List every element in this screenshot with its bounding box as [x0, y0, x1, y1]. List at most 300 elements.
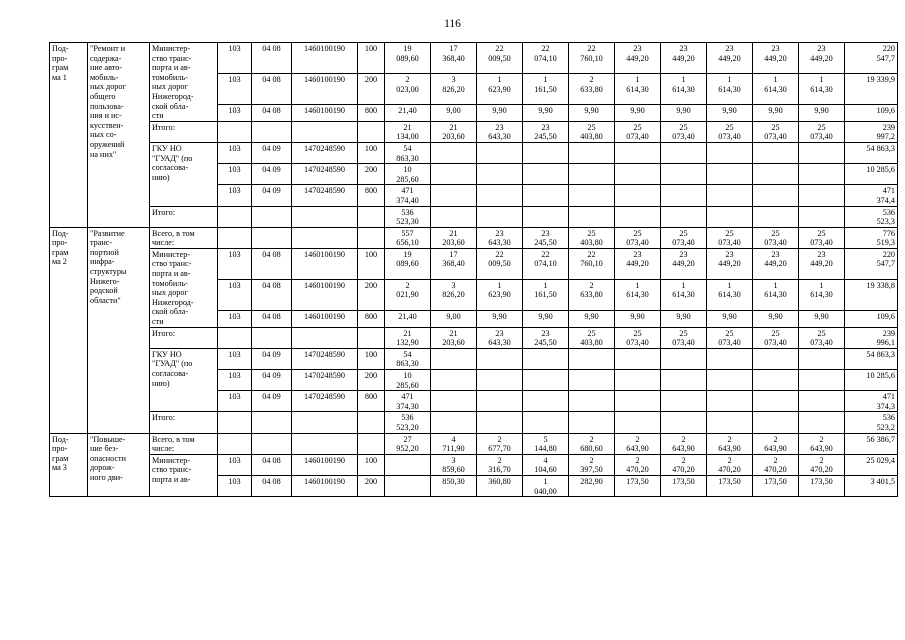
- value-cell: 2 470,20: [799, 454, 845, 475]
- value-cell: 23 245,50: [523, 121, 569, 142]
- executor-cell: Итого:: [150, 206, 218, 227]
- value-cell: [569, 206, 615, 227]
- value-cell: 10 285,60: [385, 370, 431, 391]
- grbs-cell: 103: [218, 164, 252, 185]
- value-cell: 25 073,40: [799, 327, 845, 348]
- executor-cell: Итого:: [150, 121, 218, 142]
- total-cell: 220 547,7: [845, 43, 898, 74]
- value-cell: [477, 164, 523, 185]
- value-cell: 9,90: [707, 104, 753, 121]
- value-cell: 173,50: [799, 475, 845, 496]
- value-cell: [523, 370, 569, 391]
- value-cell: [753, 370, 799, 391]
- csr-cell: 1470248590: [292, 391, 358, 412]
- value-cell: [615, 391, 661, 412]
- value-cell: 54 863,30: [385, 142, 431, 163]
- value-cell: 54 863,30: [385, 348, 431, 369]
- value-cell: 25 073,40: [615, 227, 661, 248]
- vr-cell: [358, 227, 385, 248]
- csr-cell: 1460100190: [292, 454, 358, 475]
- value-cell: 25 073,40: [661, 327, 707, 348]
- csr-cell: [292, 121, 358, 142]
- rzpr-cell: 04 08: [252, 248, 292, 279]
- value-cell: [707, 185, 753, 206]
- value-cell: [385, 475, 431, 496]
- csr-cell: [292, 327, 358, 348]
- total-cell: 109,6: [845, 104, 898, 121]
- value-cell: 23 643,30: [477, 227, 523, 248]
- value-cell: [707, 164, 753, 185]
- total-cell: 3 401,5: [845, 475, 898, 496]
- rzpr-cell: [252, 433, 292, 454]
- executor-cell: ГКУ НО "ГУАД" (по согласова- нию): [150, 348, 218, 412]
- grbs-cell: 103: [218, 475, 252, 496]
- value-cell: [569, 185, 615, 206]
- value-cell: 19 089,60: [385, 248, 431, 279]
- value-cell: 22 074,10: [523, 43, 569, 74]
- value-cell: 23 449,20: [799, 43, 845, 74]
- rzpr-cell: 04 08: [252, 475, 292, 496]
- vr-cell: 800: [358, 185, 385, 206]
- executor-cell: Министер- ство транс- порта и ав- томобиль- ных дорог Нижегород- ской обла- сти: [150, 43, 218, 122]
- rzpr-cell: 04 08: [252, 104, 292, 121]
- value-cell: 21,40: [385, 310, 431, 327]
- value-cell: 2 470,20: [707, 454, 753, 475]
- value-cell: 9,90: [661, 104, 707, 121]
- value-cell: 173,50: [661, 475, 707, 496]
- value-cell: 1 614,30: [753, 279, 799, 310]
- table-row: [50, 43, 898, 74]
- value-cell: [431, 142, 477, 163]
- subprogram-title: "Ремонт и содержа- ние авто- мобиль- ных дорог общего пользова- ния и ис- кусствен- ных со- оружений на них": [88, 43, 150, 228]
- total-cell: 220 547,7: [845, 248, 898, 279]
- table-row: [50, 227, 898, 248]
- value-cell: 1 040,00: [523, 475, 569, 496]
- value-cell: 23 643,30: [477, 327, 523, 348]
- value-cell: 25 403,80: [569, 227, 615, 248]
- value-cell: [799, 164, 845, 185]
- csr-cell: [292, 227, 358, 248]
- value-cell: [707, 370, 753, 391]
- value-cell: 25 073,40: [661, 227, 707, 248]
- vr-cell: 100: [358, 142, 385, 163]
- value-cell: 22 009,50: [477, 248, 523, 279]
- grbs-cell: 103: [218, 454, 252, 475]
- value-cell: [661, 412, 707, 433]
- total-cell: 10 285,6: [845, 370, 898, 391]
- value-cell: 2 633,80: [569, 279, 615, 310]
- grbs-cell: [218, 412, 252, 433]
- value-cell: [799, 206, 845, 227]
- total-cell: 56 386,7: [845, 433, 898, 454]
- table-row: [50, 348, 898, 369]
- value-cell: 4 711,90: [431, 433, 477, 454]
- csr-cell: 1460100190: [292, 310, 358, 327]
- vr-cell: 100: [358, 348, 385, 369]
- csr-cell: [292, 412, 358, 433]
- value-cell: [569, 391, 615, 412]
- table-row: [50, 454, 898, 475]
- value-cell: 471 374,30: [385, 391, 431, 412]
- value-cell: 22 009,50: [477, 43, 523, 74]
- value-cell: 25 073,40: [753, 327, 799, 348]
- csr-cell: 1460100190: [292, 43, 358, 74]
- value-cell: 4 104,60: [523, 454, 569, 475]
- value-cell: 23 449,20: [799, 248, 845, 279]
- value-cell: 23 449,20: [615, 248, 661, 279]
- value-cell: [799, 391, 845, 412]
- rzpr-cell: [252, 206, 292, 227]
- value-cell: [799, 348, 845, 369]
- value-cell: [569, 164, 615, 185]
- value-cell: [523, 185, 569, 206]
- vr-cell: [358, 121, 385, 142]
- total-cell: 19 339,9: [845, 73, 898, 104]
- vr-cell: 800: [358, 391, 385, 412]
- rzpr-cell: 04 09: [252, 142, 292, 163]
- value-cell: 22 074,10: [523, 248, 569, 279]
- csr-cell: [292, 206, 358, 227]
- grbs-cell: 103: [218, 370, 252, 391]
- table-row: [50, 327, 898, 348]
- grbs-cell: [218, 121, 252, 142]
- subprogram-label: Под- про- грам ма 3: [50, 433, 88, 497]
- rzpr-cell: 04 09: [252, 370, 292, 391]
- value-cell: [799, 142, 845, 163]
- rzpr-cell: 04 09: [252, 391, 292, 412]
- value-cell: 23 449,20: [753, 43, 799, 74]
- value-cell: 1 161,50: [523, 279, 569, 310]
- subprogram-title: "Развитие транс- портной инфра- структуры Нижего- родской области": [88, 227, 150, 433]
- vr-cell: [358, 327, 385, 348]
- value-cell: 9,00: [431, 104, 477, 121]
- executor-cell: Всего, в том числе:: [150, 433, 218, 454]
- csr-cell: 1470248590: [292, 185, 358, 206]
- value-cell: [661, 142, 707, 163]
- csr-cell: 1470248590: [292, 142, 358, 163]
- value-cell: [753, 142, 799, 163]
- value-cell: 25 073,40: [615, 121, 661, 142]
- value-cell: [569, 348, 615, 369]
- total-cell: 25 029,4: [845, 454, 898, 475]
- grbs-cell: [218, 227, 252, 248]
- value-cell: [477, 185, 523, 206]
- value-cell: [661, 206, 707, 227]
- value-cell: 25 073,40: [707, 327, 753, 348]
- value-cell: 2 643,90: [661, 433, 707, 454]
- table-row: [50, 142, 898, 163]
- value-cell: 2 470,20: [661, 454, 707, 475]
- value-cell: 2 316,70: [477, 454, 523, 475]
- value-cell: [753, 185, 799, 206]
- value-cell: 23 449,20: [615, 43, 661, 74]
- value-cell: 25 073,40: [799, 227, 845, 248]
- value-cell: 173,50: [753, 475, 799, 496]
- rzpr-cell: 04 09: [252, 185, 292, 206]
- csr-cell: 1470248590: [292, 164, 358, 185]
- value-cell: [707, 348, 753, 369]
- value-cell: 21 132,90: [385, 327, 431, 348]
- total-cell: 536 523,3: [845, 206, 898, 227]
- grbs-cell: 103: [218, 279, 252, 310]
- value-cell: [707, 391, 753, 412]
- value-cell: 23 449,20: [661, 43, 707, 74]
- value-cell: 1 614,30: [799, 279, 845, 310]
- csr-cell: 1460100190: [292, 279, 358, 310]
- rzpr-cell: [252, 412, 292, 433]
- rzpr-cell: 04 08: [252, 454, 292, 475]
- value-cell: 3 826,20: [431, 279, 477, 310]
- value-cell: [661, 185, 707, 206]
- rzpr-cell: 04 08: [252, 73, 292, 104]
- table-row: [50, 121, 898, 142]
- value-cell: 25 073,40: [753, 227, 799, 248]
- value-cell: 850,30: [431, 475, 477, 496]
- vr-cell: 800: [358, 104, 385, 121]
- value-cell: [569, 142, 615, 163]
- value-cell: [477, 370, 523, 391]
- value-cell: 21,40: [385, 104, 431, 121]
- value-cell: 9,90: [615, 310, 661, 327]
- value-cell: [431, 164, 477, 185]
- csr-cell: 1460100190: [292, 104, 358, 121]
- value-cell: [477, 391, 523, 412]
- vr-cell: 200: [358, 164, 385, 185]
- value-cell: 23 245,50: [523, 327, 569, 348]
- executor-cell: Итого:: [150, 327, 218, 348]
- value-cell: [661, 370, 707, 391]
- vr-cell: 200: [358, 370, 385, 391]
- page-number: 116: [444, 18, 461, 30]
- value-cell: 10 285,60: [385, 164, 431, 185]
- value-cell: 9,90: [707, 310, 753, 327]
- value-cell: 1 614,30: [661, 279, 707, 310]
- value-cell: [753, 412, 799, 433]
- total-cell: 54 863,3: [845, 348, 898, 369]
- value-cell: 25 073,40: [753, 121, 799, 142]
- vr-cell: 800: [358, 310, 385, 327]
- value-cell: 9,00: [431, 310, 477, 327]
- value-cell: 23 643,30: [477, 121, 523, 142]
- value-cell: [431, 348, 477, 369]
- value-cell: 23 449,20: [707, 248, 753, 279]
- grbs-cell: [218, 327, 252, 348]
- vr-cell: 200: [358, 279, 385, 310]
- value-cell: [431, 370, 477, 391]
- value-cell: [707, 206, 753, 227]
- value-cell: 1 614,30: [615, 279, 661, 310]
- value-cell: 1 614,30: [707, 279, 753, 310]
- value-cell: 9,90: [477, 310, 523, 327]
- value-cell: 2 643,90: [753, 433, 799, 454]
- value-cell: 2 470,20: [753, 454, 799, 475]
- vr-cell: [358, 412, 385, 433]
- value-cell: [615, 412, 661, 433]
- value-cell: [661, 348, 707, 369]
- grbs-cell: 103: [218, 391, 252, 412]
- value-cell: 23 449,20: [707, 43, 753, 74]
- value-cell: 5 144,80: [523, 433, 569, 454]
- value-cell: 2 633,80: [569, 73, 615, 104]
- vr-cell: 100: [358, 43, 385, 74]
- rzpr-cell: [252, 327, 292, 348]
- value-cell: [523, 164, 569, 185]
- value-cell: 23 449,20: [753, 248, 799, 279]
- value-cell: [523, 206, 569, 227]
- rzpr-cell: 04 08: [252, 279, 292, 310]
- value-cell: [615, 142, 661, 163]
- value-cell: [707, 412, 753, 433]
- total-cell: 239 996,1: [845, 327, 898, 348]
- grbs-cell: 103: [218, 310, 252, 327]
- csr-cell: 1470248590: [292, 348, 358, 369]
- value-cell: 23 449,20: [661, 248, 707, 279]
- grbs-cell: 103: [218, 73, 252, 104]
- value-cell: [615, 164, 661, 185]
- value-cell: 1 623,90: [477, 73, 523, 104]
- value-cell: [799, 370, 845, 391]
- value-cell: [661, 164, 707, 185]
- vr-cell: [358, 433, 385, 454]
- vr-cell: 200: [358, 73, 385, 104]
- total-cell: 471 374,3: [845, 391, 898, 412]
- total-cell: 19 338,8: [845, 279, 898, 310]
- table-row: [50, 433, 898, 454]
- table-row: [50, 412, 898, 433]
- value-cell: [477, 412, 523, 433]
- value-cell: 9,90: [799, 104, 845, 121]
- value-cell: 282,90: [569, 475, 615, 496]
- grbs-cell: [218, 206, 252, 227]
- value-cell: [523, 391, 569, 412]
- vr-cell: 100: [358, 248, 385, 279]
- value-cell: [523, 348, 569, 369]
- value-cell: 23 245,50: [523, 227, 569, 248]
- csr-cell: 1460100190: [292, 73, 358, 104]
- value-cell: [799, 412, 845, 433]
- value-cell: 9,90: [477, 104, 523, 121]
- total-cell: 10 285,6: [845, 164, 898, 185]
- csr-cell: [292, 433, 358, 454]
- value-cell: [477, 142, 523, 163]
- value-cell: 9,90: [523, 104, 569, 121]
- value-cell: 25 403,80: [569, 327, 615, 348]
- value-cell: [477, 348, 523, 369]
- grbs-cell: 103: [218, 43, 252, 74]
- grbs-cell: 103: [218, 348, 252, 369]
- value-cell: 25 073,40: [707, 227, 753, 248]
- value-cell: 17 368,40: [431, 43, 477, 74]
- value-cell: [431, 391, 477, 412]
- value-cell: [569, 412, 615, 433]
- value-cell: 2 643,90: [799, 433, 845, 454]
- value-cell: 25 073,40: [615, 327, 661, 348]
- value-cell: 1 623,90: [477, 279, 523, 310]
- subprogram-label: Под- про- грам ма 1: [50, 43, 88, 228]
- value-cell: 536 523,30: [385, 206, 431, 227]
- rzpr-cell: 04 08: [252, 310, 292, 327]
- value-cell: 173,50: [615, 475, 661, 496]
- value-cell: [753, 391, 799, 412]
- value-cell: 3 859,60: [431, 454, 477, 475]
- value-cell: [753, 348, 799, 369]
- value-cell: 536 523,20: [385, 412, 431, 433]
- value-cell: [431, 206, 477, 227]
- total-cell: 54 863,3: [845, 142, 898, 163]
- grbs-cell: 103: [218, 142, 252, 163]
- total-cell: 536 523,2: [845, 412, 898, 433]
- value-cell: 360,80: [477, 475, 523, 496]
- total-cell: 471 374,4: [845, 185, 898, 206]
- value-cell: 2 677,70: [477, 433, 523, 454]
- value-cell: 21 203,60: [431, 227, 477, 248]
- vr-cell: 200: [358, 475, 385, 496]
- value-cell: 1 614,30: [615, 73, 661, 104]
- value-cell: 17 368,40: [431, 248, 477, 279]
- value-cell: [707, 142, 753, 163]
- value-cell: 9,90: [615, 104, 661, 121]
- value-cell: 22 760,10: [569, 43, 615, 74]
- table-row: [50, 206, 898, 227]
- value-cell: 3 826,20: [431, 73, 477, 104]
- value-cell: [431, 185, 477, 206]
- value-cell: [615, 370, 661, 391]
- value-cell: 2 643,90: [707, 433, 753, 454]
- value-cell: 9,90: [753, 310, 799, 327]
- value-cell: 2 680,60: [569, 433, 615, 454]
- vr-cell: 100: [358, 454, 385, 475]
- value-cell: 25 073,40: [707, 121, 753, 142]
- executor-cell: Министер- ство транс- порта и ав-: [150, 454, 218, 496]
- value-cell: [523, 412, 569, 433]
- value-cell: 2 397,50: [569, 454, 615, 475]
- table-row: [50, 248, 898, 279]
- subprogram-title: "Повыше- ние без- опасности дорож- ного дви-: [88, 433, 150, 497]
- total-cell: 776 519,3: [845, 227, 898, 248]
- value-cell: 1 614,30: [661, 73, 707, 104]
- value-cell: [799, 185, 845, 206]
- executor-cell: Всего, в том числе:: [150, 227, 218, 248]
- subprogram-label: Под- про- грам ма 2: [50, 227, 88, 433]
- value-cell: 27 952,20: [385, 433, 431, 454]
- executor-cell: ГКУ НО "ГУАД" (по согласова- нию): [150, 142, 218, 206]
- value-cell: 25 403,80: [569, 121, 615, 142]
- value-cell: 471 374,40: [385, 185, 431, 206]
- rzpr-cell: [252, 121, 292, 142]
- total-cell: 109,6: [845, 310, 898, 327]
- value-cell: [477, 206, 523, 227]
- grbs-cell: 103: [218, 248, 252, 279]
- vr-cell: [358, 206, 385, 227]
- value-cell: 21 203,60: [431, 327, 477, 348]
- value-cell: [615, 185, 661, 206]
- value-cell: [615, 206, 661, 227]
- value-cell: [753, 164, 799, 185]
- value-cell: 2 021,90: [385, 279, 431, 310]
- grbs-cell: 103: [218, 185, 252, 206]
- grbs-cell: [218, 433, 252, 454]
- value-cell: 2 470,20: [615, 454, 661, 475]
- value-cell: 2 023,00: [385, 73, 431, 104]
- value-cell: [569, 370, 615, 391]
- value-cell: 9,90: [569, 310, 615, 327]
- value-cell: 9,90: [523, 310, 569, 327]
- value-cell: [523, 142, 569, 163]
- value-cell: 2 643,90: [615, 433, 661, 454]
- csr-cell: 1470248590: [292, 370, 358, 391]
- value-cell: 173,50: [707, 475, 753, 496]
- total-cell: 239 997,2: [845, 121, 898, 142]
